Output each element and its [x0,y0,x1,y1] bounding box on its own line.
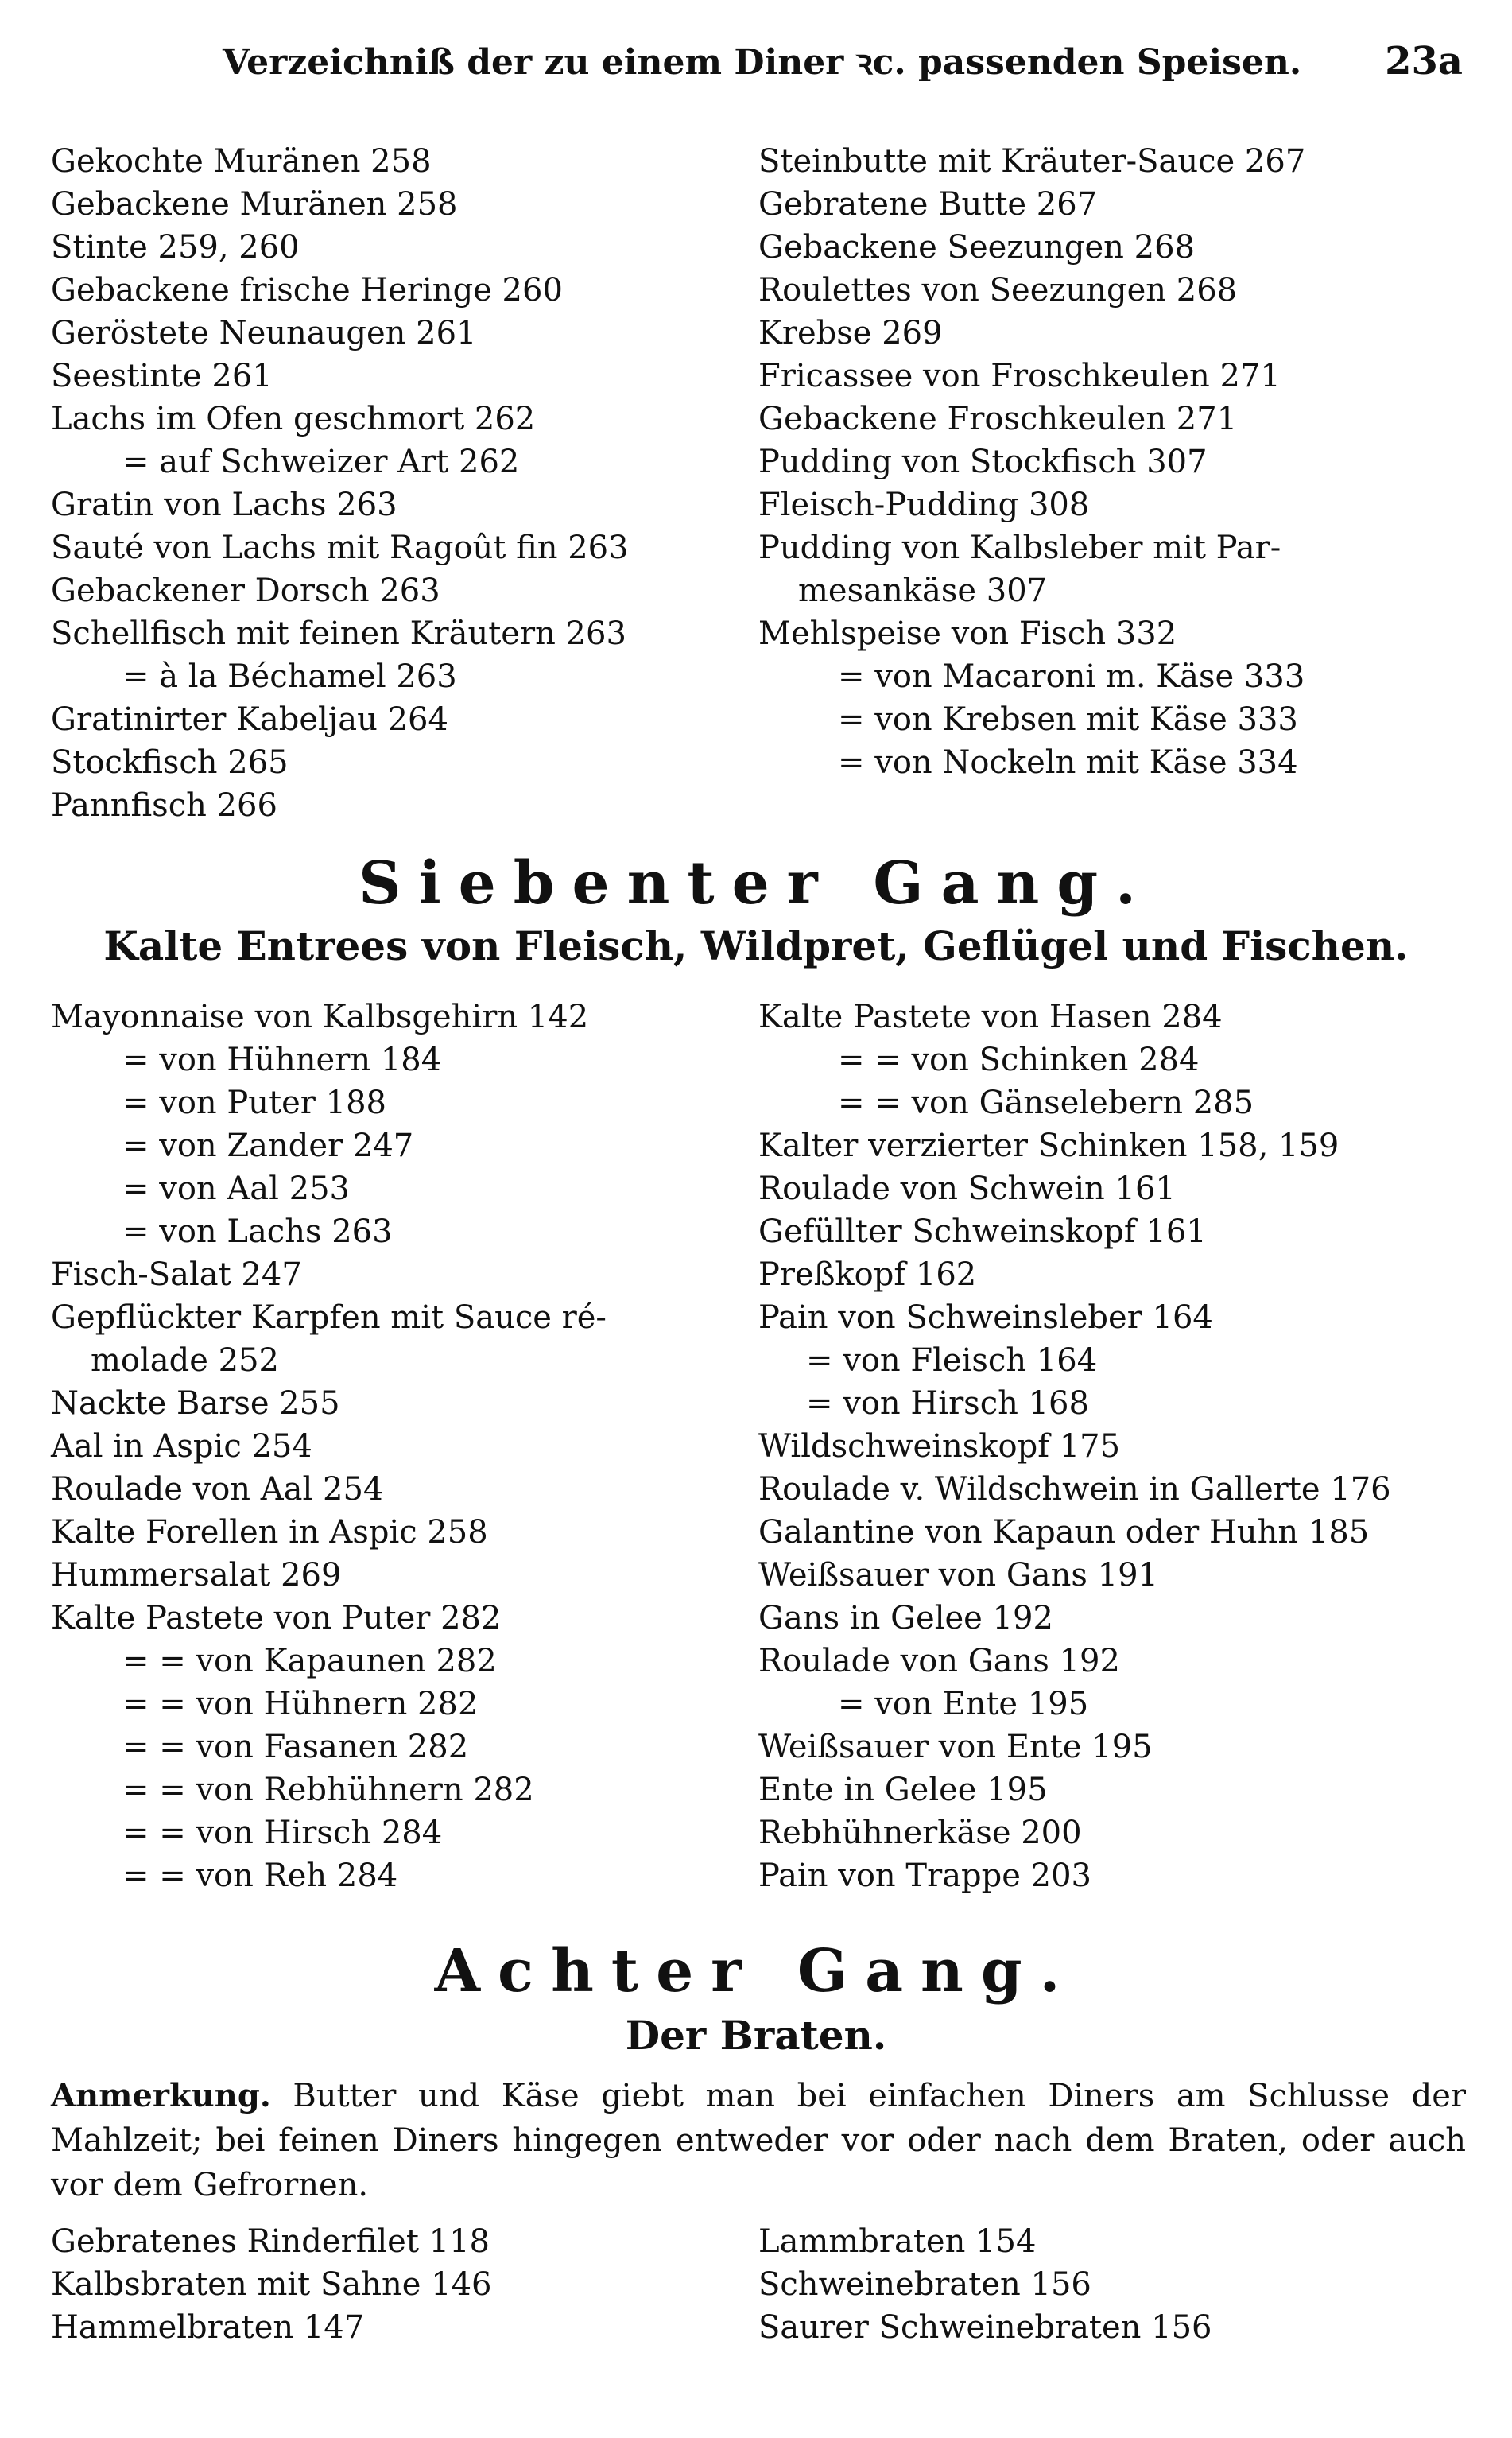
list-item: Pudding von Kalbsleber mit Par- [758,530,1281,566]
list-item: Pain von Schweinsleber 164 [758,1299,1213,1336]
list-item: Gebratene Butte 267 [758,186,1098,223]
fish-dish-list-right [758,140,1466,827]
list-item: Roulade von Schwein 161 [758,1170,1176,1207]
list-item: Gebackene Muränen 258 [51,186,458,223]
section-subheading-roasts: Der Braten. [625,2012,887,2059]
list-item: mesankäse 307 [798,573,1048,609]
section-subheading-cold-entrees: Kalte Entrees von Fleisch, Wildpret, Geflügel und Fischen. [103,922,1409,969]
list-item: = von Fleisch 164 [806,1342,1098,1379]
list-item: Kalte Pastete von Hasen 284 [758,999,1223,1035]
page-number: 23a [1385,39,1463,83]
list-item: Gebratenes Rinderfilet 118 [51,2223,490,2260]
list-item: Saurer Schweinebraten 156 [758,2309,1212,2346]
annotation-note [51,2074,1466,2207]
list-item: Nackte Barse 255 [51,1385,340,1422]
list-item: Hummersalat 269 [51,1557,342,1594]
fish-dish-columns [51,140,1466,827]
list-item: Fleisch-Pudding 308 [758,487,1090,523]
list-item: = von Hirsch 168 [806,1385,1089,1422]
note-label: Anmerkung. [51,2077,271,2114]
list-item: Seestinte 261 [51,358,273,394]
list-item: = = von Hirsch 284 [122,1815,443,1851]
list-item: Ente in Gelee 195 [758,1772,1048,1808]
list-item: Lachs im Ofen geschmort 262 [51,401,536,437]
list-item: = von Zander 247 [122,1128,414,1164]
list-item: = von Ente 195 [838,1686,1089,1722]
list-item: = à la Béchamel 263 [122,658,457,695]
list-item: = von Lachs 263 [122,1213,393,1250]
page-header [223,37,1463,100]
list-item: Gratin von Lachs 263 [51,487,397,523]
cold-entree-list-right [758,996,1466,1897]
list-item: = von Aal 253 [122,1170,350,1207]
list-item: Rebhühnerkäse 200 [758,1815,1082,1851]
cold-entree-list-left [51,996,758,1897]
list-item: = von Nockeln mit Käse 334 [838,744,1298,781]
section-heading-seventh-course: Siebenter Gang. [359,849,1153,918]
list-item: Roulade von Aal 254 [51,1471,384,1508]
list-item: Steinbutte mit Kräuter-Sauce 267 [758,143,1306,180]
list-item: = = von Gänselebern 285 [838,1085,1254,1121]
list-item: Kalte Pastete von Puter 282 [51,1600,502,1636]
list-item: Hammelbraten 147 [51,2309,365,2346]
list-item: Gefüllter Schweinskopf 161 [758,1213,1207,1250]
list-item: Gebackene frische Heringe 260 [51,272,563,309]
running-title: Verzeichniß der zu einem Diner ꝛc. passenden Speisen. [223,42,1302,83]
list-item: Gratinirter Kabeljau 264 [51,701,448,738]
list-item: Preßkopf 162 [758,1256,977,1293]
list-item: Weißsauer von Ente 195 [758,1729,1153,1765]
list-item: Kalter verzierter Schinken 158, 159 [758,1128,1339,1164]
list-item: Aal in Aspic 254 [51,1428,312,1465]
list-item: Lammbraten 154 [758,2223,1037,2260]
list-item: Mayonnaise von Kalbsgehirn 142 [51,999,589,1035]
list-item: Krebse 269 [758,315,943,351]
list-item: = = von Schinken 284 [838,1042,1200,1078]
list-item: = von Krebsen mit Käse 333 [838,701,1298,738]
list-item: Sauté von Lachs mit Ragoût fin 263 [51,530,629,566]
list-item: Schweinebraten 156 [758,2266,1091,2303]
list-item: = = von Kapaunen 282 [122,1643,497,1679]
fish-dish-list-left [51,140,758,827]
list-item: = = von Hühnern 282 [122,1686,479,1722]
list-item: = von Puter 188 [122,1085,386,1121]
note-text: Butter und Käse giebt man bei einfachen Diners am Schlusse der Mahlzeit; bei feinen Diners hingegen entweder vor oder nach dem Braten, oder auch vor dem Gefrornen. [51,2078,1467,2203]
list-item: Schellfisch mit feinen Kräutern 263 [51,615,626,652]
cold-entree-columns [51,996,1466,1897]
roast-list-left [51,2220,758,2349]
list-item: Gebackene Seezungen 268 [758,229,1195,266]
list-item: = = von Fasanen 282 [122,1729,469,1765]
roast-list-right [758,2220,1466,2349]
list-item: Gekochte Muränen 258 [51,143,432,180]
list-item: Gebackene Froschkeulen 271 [758,401,1238,437]
list-item: Wildschweinskopf 175 [758,1428,1121,1465]
list-item: Weißsauer von Gans 191 [758,1557,1158,1594]
list-item: Pudding von Stockfisch 307 [758,444,1208,480]
list-item: = = von Rebhühnern 282 [122,1772,534,1808]
list-item: molade 252 [91,1342,279,1379]
list-item: = von Hühnern 184 [122,1042,442,1078]
list-item: Gans in Gelee 192 [758,1600,1053,1636]
list-item: Mehlspeise von Fisch 332 [758,615,1177,652]
list-item: Gepflückter Karpfen mit Sauce ré- [51,1299,607,1336]
section-heading-eighth-course: Achter Gang. [434,1937,1078,2005]
list-item: Roulettes von Seezungen 268 [758,272,1238,309]
list-item: Roulade v. Wildschwein in Gallerte 176 [758,1471,1391,1508]
list-item: = auf Schweizer Art 262 [122,444,520,480]
list-item: Kalbsbraten mit Sahne 146 [51,2266,492,2303]
list-item: = = von Reh 284 [122,1858,398,1894]
list-item: Roulade von Gans 192 [758,1643,1120,1679]
list-item: Pain von Trappe 203 [758,1858,1091,1894]
list-item: Fricassee von Froschkeulen 271 [758,358,1281,394]
roast-columns [51,2220,1466,2349]
list-item: = von Macaroni m. Käse 333 [838,658,1305,695]
list-item: Gebackener Dorsch 263 [51,573,440,609]
list-item: Geröstete Neunaugen 261 [51,315,477,351]
list-item: Kalte Forellen in Aspic 258 [51,1514,488,1551]
list-item: Pannfisch 266 [51,787,277,824]
list-item: Fisch-Salat 247 [51,1256,302,1293]
list-item: Stockfisch 265 [51,744,289,781]
list-item: Galantine von Kapaun oder Huhn 185 [758,1514,1370,1551]
list-item: Stinte 259, 260 [51,229,300,266]
